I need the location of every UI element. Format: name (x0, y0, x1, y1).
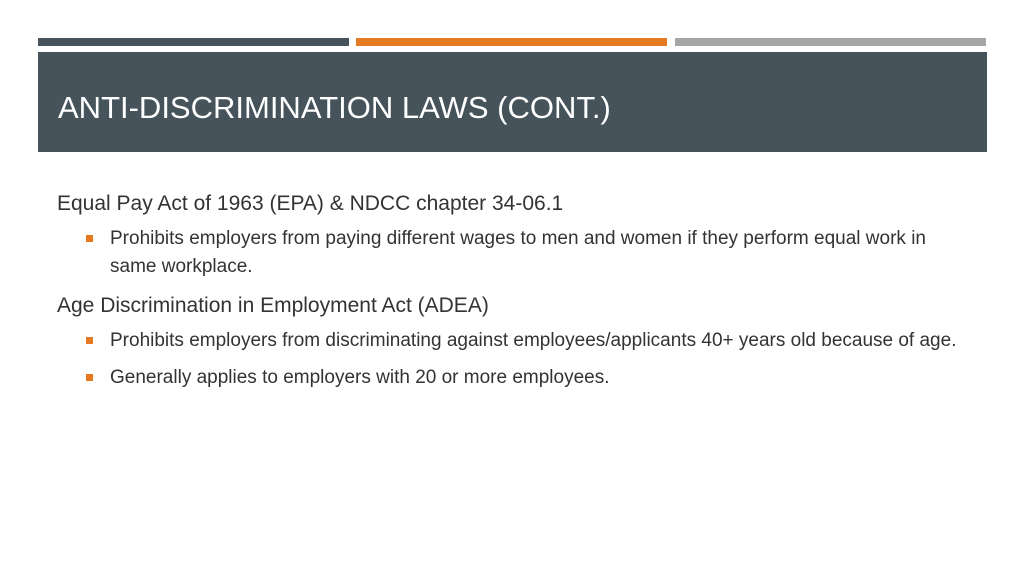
accent-bar-gray (675, 38, 986, 46)
section-adea (57, 290, 977, 392)
section-heading: Equal Pay Act of 1963 (EPA) & NDCC chapter 34-06.1 (57, 192, 564, 215)
slide-content (57, 188, 977, 401)
accent-bar-dark (38, 38, 349, 46)
section-heading: Age Discrimination in Employment Act (ADEA) (57, 294, 489, 317)
bullet-item (57, 364, 977, 392)
slide-title: ANTI-DISCRIMINATION LAWS (CONT.) (58, 90, 611, 125)
accent-bar-orange (356, 38, 667, 46)
square-bullet-icon (86, 337, 93, 344)
square-bullet-icon (86, 235, 93, 242)
bullet-list (57, 327, 977, 392)
header-accent-bars (38, 38, 986, 46)
bullet-text: Prohibits employers from discriminating against employees/applicants 40+ years old because of age. (110, 330, 957, 351)
section-epa (57, 188, 977, 281)
square-bullet-icon (86, 374, 93, 381)
bullet-item (57, 225, 977, 281)
bullet-text: Generally applies to employers with 20 or more employees. (110, 367, 610, 388)
bullet-list (57, 225, 977, 281)
bullet-text: Prohibits employers from paying different wages to men and women if they perform equal work in same workplace. (110, 228, 926, 277)
title-band (38, 52, 987, 152)
bullet-item (57, 327, 977, 355)
